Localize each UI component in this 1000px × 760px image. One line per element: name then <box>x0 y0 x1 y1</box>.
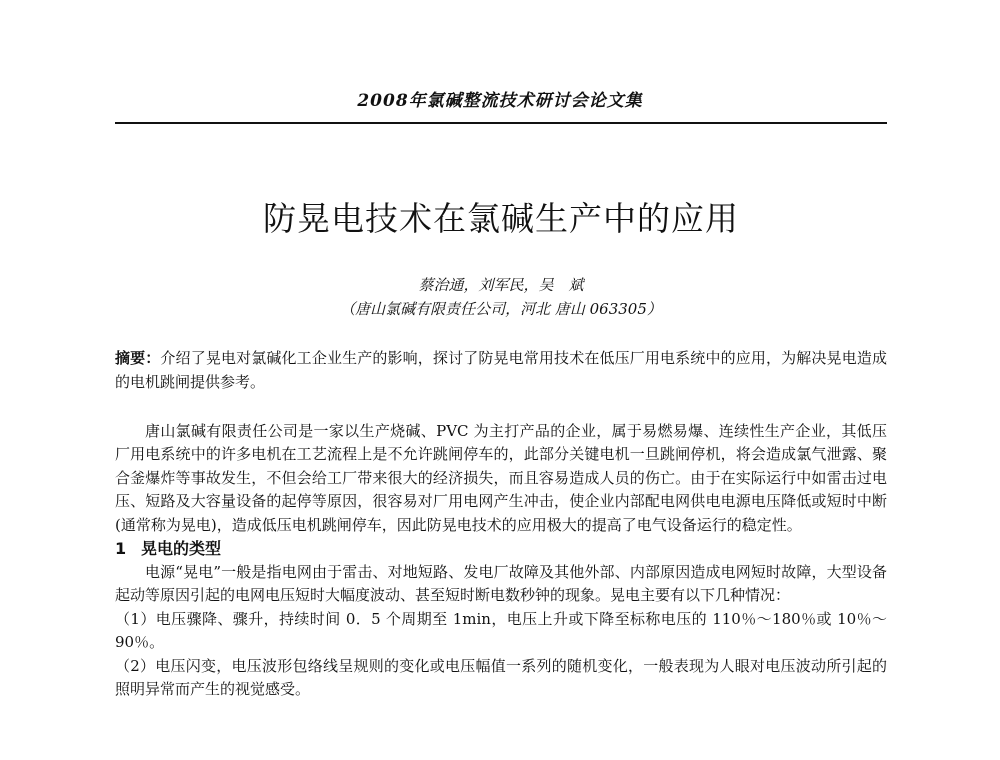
body-text <box>115 420 887 701</box>
section-title: 晃电的类型 <box>141 539 222 559</box>
authors: 蔡治通，刘军民，吴 斌 <box>418 276 584 294</box>
abstract-text: 介绍了晃电对氯碱化工企业生产的影响，探讨了防晃电常用技术在低压厂用电系统中的应用，为解决晃电造成的电机跳闸提供参考。 <box>115 349 887 391</box>
affiliation: （唐山氯碱有限责任公司，河北 唐山 063305） <box>340 300 662 318</box>
abstract-label: 摘要： <box>115 349 161 367</box>
section-heading <box>115 537 887 561</box>
section-paragraph: 电源“晃电”一般是指电网由于雷击、对地短路、发电厂故障及其他外部、内部原因造成电网短时故障，大型设备起动等原因引起的电网电压短时大幅度波动、甚至短时断电数秒钟的现象。晃电主要有以下几种情况： <box>115 563 887 605</box>
list-item: （1）电压骤降、骤升，持续时间 0．5 个周期至 1min，电压上升或下降至标称电压的 110％～180％或 10％～90％。 <box>115 609 887 652</box>
running-header: 2008年氯碱整流技术研讨会论文集 <box>357 91 643 111</box>
header-rule <box>115 122 887 124</box>
intro-paragraph: 唐山氯碱有限责任公司是一家以生产烧碱、PVC 为主打产品的企业，属于易燃易爆、连续性生产企业，其低压厂用电系统中的许多电机在工艺流程上是不允许跳闸停车的，此部分关键电机一旦跳闸停机，将会造成氯气泄露、聚合釜爆炸等事故发生，不但会给工厂带来很大的经济损失，而且容易造成人员的伤亡。由于在实际运行中如雷击过电压、短路及大容量设备的起停等原因，很容易对厂用电网产生冲击，使企业内部配电网供电电源电压降低或短时中断(通常称为晃电)，造成低压电机跳闸停车，因此防晃电技术的应用极大的提高了电气设备运行的稳定性。 <box>115 422 887 534</box>
list-item: （2）电压闪变，电压波形包络线呈规则的变化或电压幅值一系列的随机变化，一般表现为人眼对电压波动所引起的照明异常而产生的视觉感受。 <box>115 656 887 699</box>
abstract <box>115 346 887 394</box>
section-number: 1 <box>115 539 127 559</box>
paper-title: 防晃电技术在氯碱生产中的应用 <box>263 199 739 238</box>
